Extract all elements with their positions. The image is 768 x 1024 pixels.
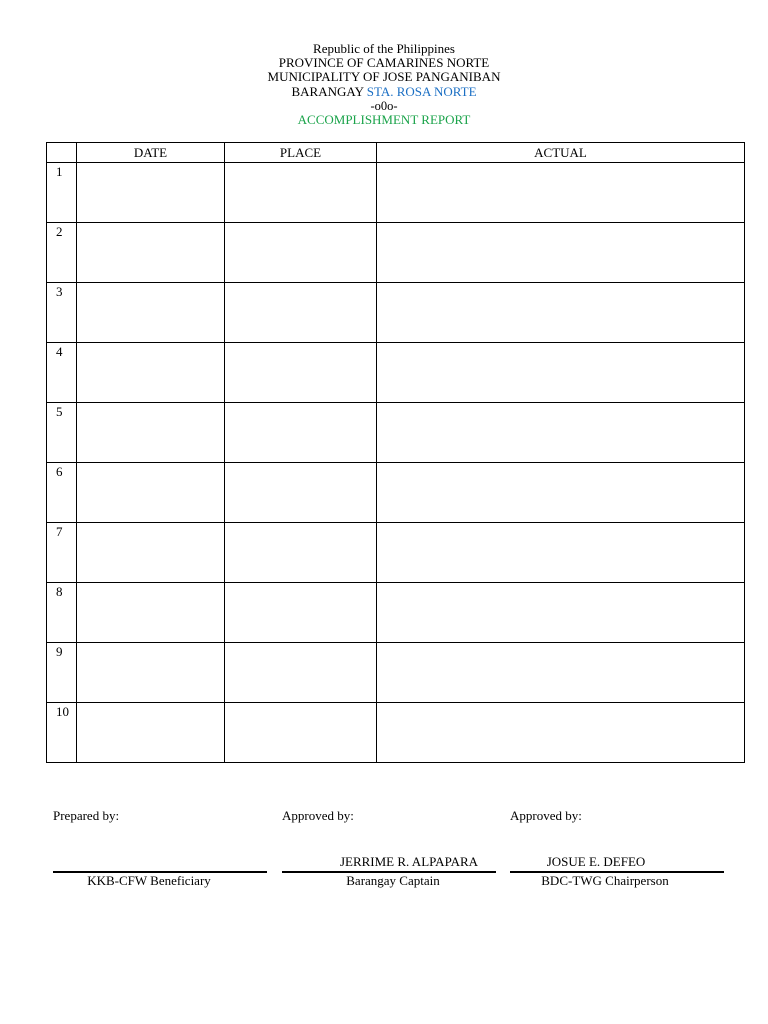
actual-cell — [377, 283, 745, 343]
date-cell — [77, 223, 225, 283]
table-row — [47, 523, 745, 583]
barangay-name: STA. ROSA NORTE — [366, 83, 477, 99]
barangay-line — [0, 85, 768, 99]
place-cell — [225, 703, 377, 763]
row-number: 7 — [47, 523, 77, 583]
place-cell — [225, 283, 377, 343]
report-title: ACCOMPLISHMENT REPORT — [297, 112, 471, 128]
column-header-place: PLACE — [225, 143, 377, 163]
place-cell — [225, 643, 377, 703]
date-cell — [77, 523, 225, 583]
date-cell — [77, 163, 225, 223]
approved-by-label: Approved by: — [282, 808, 354, 823]
date-cell — [77, 583, 225, 643]
actual-cell — [377, 403, 745, 463]
approved-by-label: Approved by: — [510, 808, 582, 823]
date-cell — [77, 343, 225, 403]
row-number: 1 — [47, 163, 77, 223]
column-header-actual: ACTUAL — [377, 143, 745, 163]
document-header — [0, 42, 768, 127]
actual-cell — [377, 583, 745, 643]
row-number: 3 — [47, 283, 77, 343]
table-header-row — [47, 143, 745, 163]
row-number: 8 — [47, 583, 77, 643]
place-cell — [225, 523, 377, 583]
captain-role: Barangay Captain — [346, 873, 440, 888]
date-cell — [77, 703, 225, 763]
actual-cell — [377, 643, 745, 703]
barangay-prefix: BARANGAY — [291, 83, 364, 99]
date-cell — [77, 643, 225, 703]
row-number: 4 — [47, 343, 77, 403]
table-row — [47, 223, 745, 283]
chairperson-role: BDC-TWG Chairperson — [541, 873, 669, 888]
place-cell — [225, 583, 377, 643]
row-number: 2 — [47, 223, 77, 283]
prepared-by-label: Prepared by: — [53, 808, 120, 823]
captain-name: JERRIME R. ALPAPARA — [339, 854, 479, 869]
place-cell — [225, 403, 377, 463]
table-row — [47, 463, 745, 523]
column-header-date: DATE — [77, 143, 225, 163]
preparer-role: KKB-CFW Beneficiary — [87, 873, 211, 888]
column-header-number — [47, 143, 77, 163]
table-row — [47, 163, 745, 223]
date-cell — [77, 283, 225, 343]
table-row — [47, 403, 745, 463]
row-number: 9 — [47, 643, 77, 703]
actual-cell — [377, 703, 745, 763]
place-cell — [225, 343, 377, 403]
table-row — [47, 643, 745, 703]
date-cell — [77, 463, 225, 523]
place-cell — [225, 463, 377, 523]
table-row — [47, 283, 745, 343]
republic-line: Republic of the Philippines — [313, 41, 455, 56]
row-number: 5 — [47, 403, 77, 463]
date-cell — [77, 403, 225, 463]
actual-cell — [377, 163, 745, 223]
place-cell — [225, 163, 377, 223]
row-number: 10 — [47, 703, 77, 763]
chairperson-name: JOSUE E. DEFEO — [546, 854, 646, 869]
place-cell — [225, 223, 377, 283]
row-number: 6 — [47, 463, 77, 523]
separator: -o0o- — [370, 98, 398, 113]
actual-cell — [377, 523, 745, 583]
actual-cell — [377, 343, 745, 403]
table-row — [47, 703, 745, 763]
report-table — [46, 142, 745, 763]
municipality-line: MUNICIPALITY OF JOSE PANGANIBAN — [267, 69, 501, 85]
actual-cell — [377, 463, 745, 523]
table-row — [47, 583, 745, 643]
table-row — [47, 343, 745, 403]
actual-cell — [377, 223, 745, 283]
province-line: PROVINCE OF CAMARINES NORTE — [278, 55, 490, 71]
